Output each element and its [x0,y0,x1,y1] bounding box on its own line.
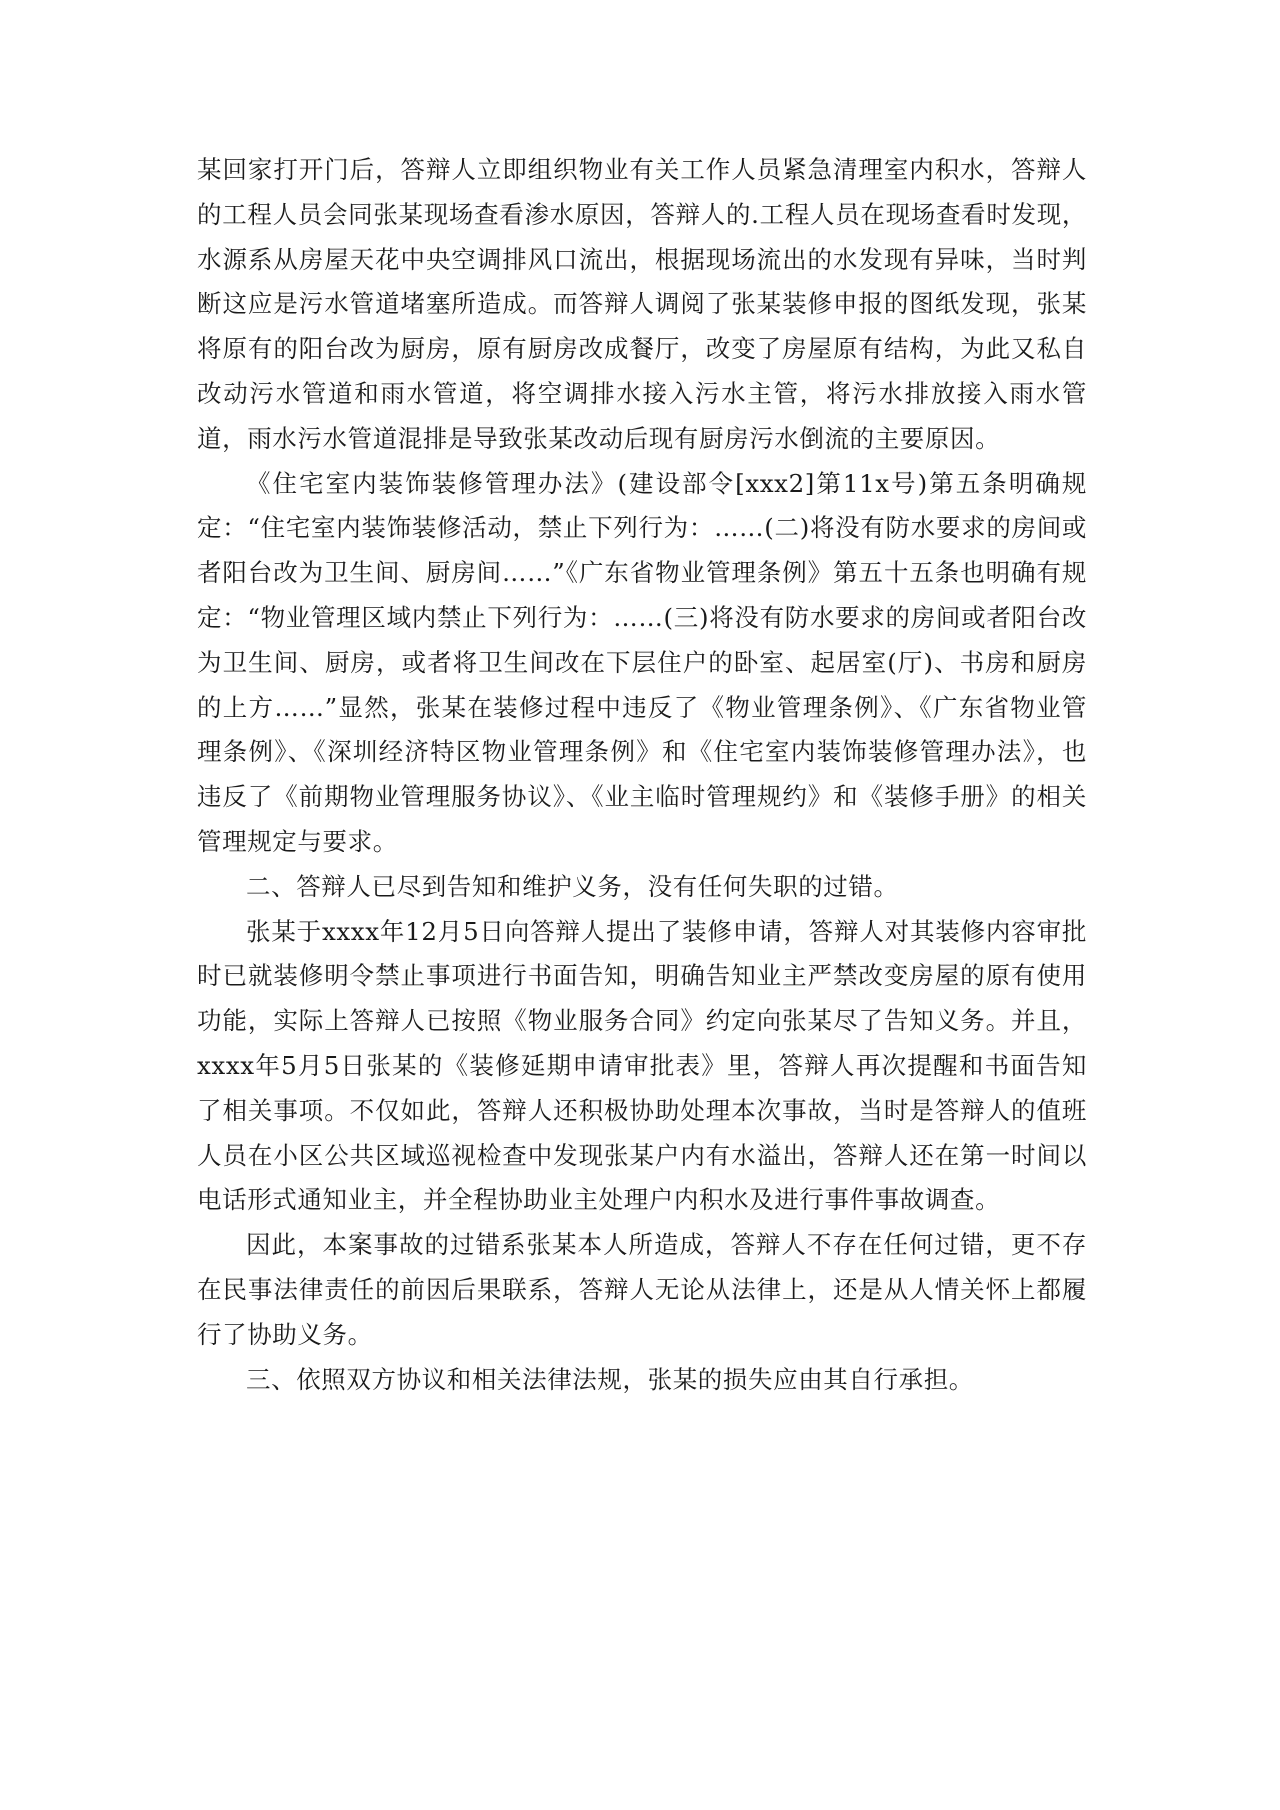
paragraph-regulation-citation: 《住宅室内装饰装修管理办法》(建设部令[xxx2]第11x号)第五条明确规定：“住宅室内装饰装修活动，禁止下列行为：……(二)将没有防水要求的房间或者阳台改为卫生间、厨房间……”《广东省物业管理条例》第五十五条也明确有规定：“物业管理区域内禁止下列行为：……(三)将没有防水要求的房间或者阳台改为卫生间、厨房，或者将卫生间改在下层住户的卧室、起居室(厅)、书房和厨房的上方……”显然，张某在装修过程中违反了《物业管理条例》、《广东省物业管理条例》、《深圳经济特区物业管理条例》和《住宅室内装饰装修管理办法》，也违反了《前期物业管理服务协议》、《业主临时管理规约》和《装修手册》的相关管理规定与要求。 [197,468,1087,856]
document-body [197,148,1087,1402]
section-heading-2: 二、答辩人已尽到告知和维护义务，没有任何失职的过错。 [246,871,899,901]
paragraph-conclusion: 因此，本案事故的过错系张某本人所造成，答辩人不存在任何过错，更不存在民事法律责任的前因后果联系，答辩人无论从法律上，还是从人情关怀上都履行了协助义务。 [197,1230,1087,1349]
section-heading-3: 三、依照双方协议和相关法律法规，张某的损失应由其自行承担。 [246,1364,974,1394]
paragraph-continuation: 某回家打开门后，答辩人立即组织物业有关工作人员紧急清理室内积水，答辩人的工程人员会同张某现场查看渗水原因，答辩人的.工程人员在现场查看时发现，水源系从房屋天花中央空调排风口流出，根据现场流出的水发现有异味，当时判断这应是污水管道堵塞所造成。而答辩人调阅了张某装修申报的图纸发现，张某将原有的阳台改为厨房，原有厨房改成餐厅，改变了房屋原有结构，为此又私自改动污水管道和雨水管道，将空调排水接入污水主管，将污水排放接入雨水管道，雨水污水管道混排是导致张某改动后现有厨房污水倒流的主要原因。 [197,155,1087,453]
paragraph-notification-duty: 张某于xxxx年12月5日向答辩人提出了装修申请，答辩人对其装修内容审批时已就装修明令禁止事项进行书面告知，明确告知业主严禁改变房屋的原有使用功能，实际上答辩人已按照《物业服务合同》约定向张某尽了告知义务。并且，xxxx年5月5日张某的《装修延期申请审批表》里，答辩人再次提醒和书面告知了相关事项。不仅如此，答辩人还积极协助处理本次事故，当时是答辩人的值班人员在小区公共区域巡视检查中发现张某户内有水溢出，答辩人还在第一时间以电话形式通知业主，并全程协助业主处理户内积水及进行事件事故调查。 [197,916,1087,1215]
